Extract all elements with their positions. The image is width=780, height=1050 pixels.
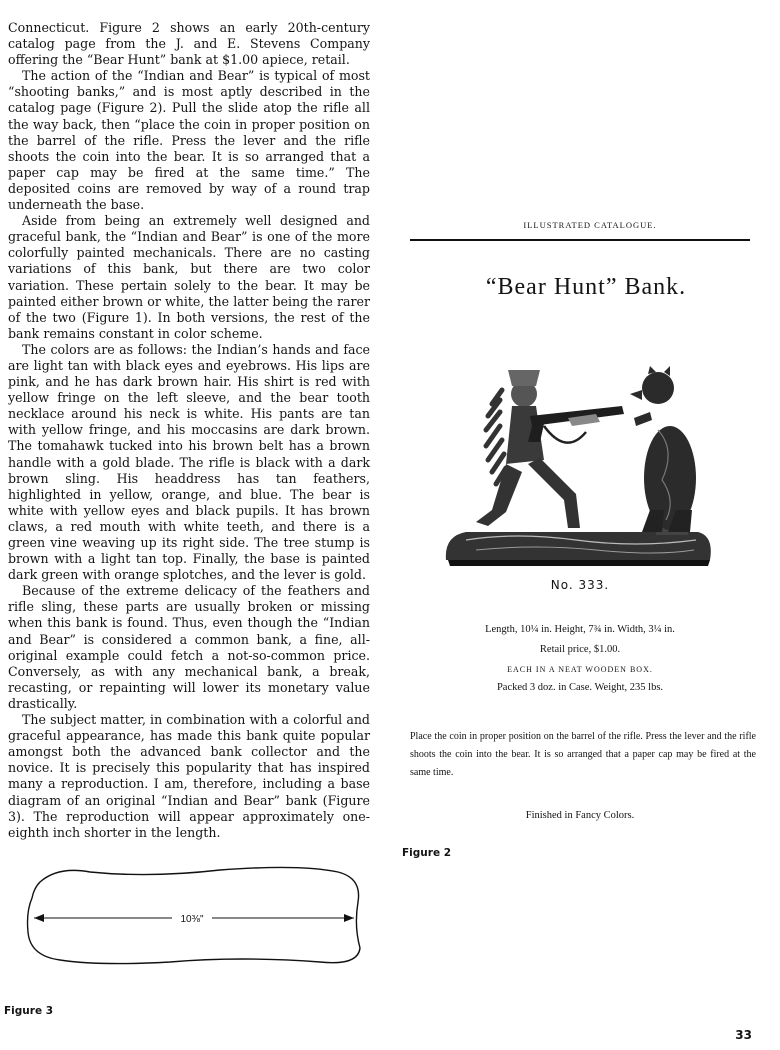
article-paragraph: Connecticut. Figure 2 shows an early 20th-century catalog page from the J. and E. Stevens Company offering the “Bear Hunt” bank at $1.00 apiece, retail.: [8, 20, 370, 68]
figure-3-caption: Figure 3: [4, 1005, 54, 1017]
catalog-finish: Finished in Fancy Colors.: [525, 810, 635, 821]
catalog-description: Place the coin in proper position on the barrel of the rifle. Press the lever and the rifle shoots the coin into the bear. It is so arranged that a paper cap may be fired at the same time.: [410, 731, 756, 778]
base-length-label: 10⅜": [180, 914, 204, 925]
article-text: [8, 20, 370, 841]
bear-hunt-bank-illustration: [436, 360, 716, 580]
article-paragraph: The action of the “Indian and Bear” is typical of most “shooting banks,” and is most aptly described in the catalog page (Figure 2). Pull the slide atop the rifle all the way back, then “place the coin in proper position on the barrel of the rifle. Press the lever and the rifle shoots the coin into the bear. It is so arranged that a paper cap may be fired at the same time.” The deposited coins are removed by way of a round trap underneath the base.: [8, 68, 370, 213]
article-paragraph: The colors are as follows: the Indian’s hands and face are light tan with black eyes and eyebrows. His lips are pink, and he has dark brown hair. His shirt is red with yellow fringe on the left sleeve, and the bear tooth necklace around his neck is white. His pants are tan with yellow fringe, and his moccasins are dark brown. The tomahawk tucked into his brown belt has a brown handle with a gold blade. The rifle is black with a dark brown sling. His headdress has tan feathers, highlighted in yellow, orange, and blue. The bear is white with yellow eyes and black pupils. It has brown claws, a red mouth with white teeth, and there is a green vine weaving up its right side. The tree stump is brown with a light tan top. Finally, the base is painted dark green with orange splotches, and the lever is gold.: [8, 341, 370, 583]
catalog-dimensions: Length, 10¼ in. Height, 7¾ in. Width, 3¼ in.: [485, 624, 675, 635]
article-paragraph: Because of the extreme delicacy of the feathers and rifle sling, these parts are usually broken or missing when this bank is found. Thus, even though the “Indian and Bear” is considered a common bank, a fine, all-original example could fetch a not-so-common price. Conversely, as with any mechanical bank, a break, recasting, or repainting will lower its monetary value drastically.: [8, 583, 370, 711]
base-diagram: [20, 862, 370, 972]
page-number: 33: [735, 1028, 752, 1042]
catalog-header: ILLUSTRATED CATALOGUE.: [523, 220, 657, 230]
catalog-number: No. 333.: [550, 578, 610, 592]
article-paragraph: The subject matter, in combination with a colorful and graceful appearance, has made this bank quite popular amongst both the advanced bank collector and the novice. It is precisely this popularity that has inspired many a reproduction. I am, therefore, including a base diagram of an original “Indian and Bear” bank (Figure 3). The reproduction will appear approximately one-eighth inch shorter in the length.: [8, 712, 370, 840]
article-paragraph: Aside from being an extremely well designed and graceful bank, the “Indian and Bear” is one of the more colorfully painted mechanicals. There are no casting variations of this bank, but there are two color variation. These pertain solely to the bear. It may be painted either brown or white, the latter being the rarer of the two (Figure 1). In both versions, the rest of the bank remains constant in color scheme.: [8, 213, 370, 341]
catalog-rule: [410, 239, 750, 241]
catalog-box-note: EACH IN A NEAT WOODEN BOX.: [507, 665, 653, 674]
catalog-title: “Bear Hunt” Bank.: [485, 274, 687, 300]
catalog-packing: Packed 3 doz. in Case. Weight, 235 lbs.: [496, 682, 664, 693]
catalog-retail-price: Retail price, $1.00.: [539, 644, 621, 655]
catalog-page-figure: [400, 220, 760, 821]
figure-2-caption: Figure 2: [402, 847, 452, 859]
